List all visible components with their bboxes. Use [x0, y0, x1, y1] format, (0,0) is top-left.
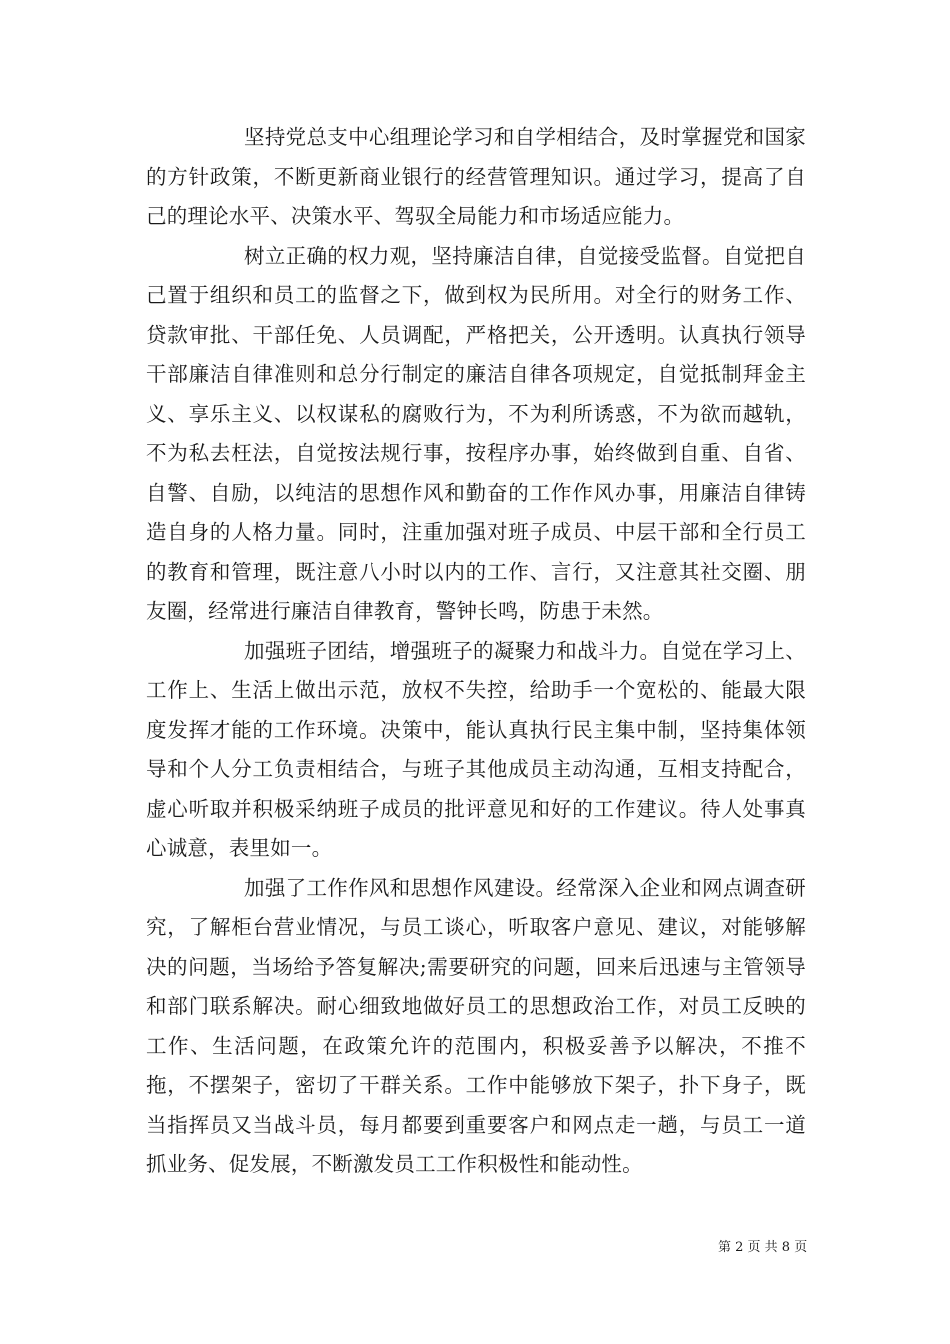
- page-number: 第 2 页 共 8 页: [718, 1240, 808, 1255]
- paragraph-integrity: 树立正确的权力观，坚持廉洁自律，自觉接受监督。自觉把自己置于组织和员工的监督之下，做到权为民所用。对全行的财务工作、贷款审批、干部任免、人员调配，严格把关，公开透明。认真执行领导干部廉洁自律准则和总分行制定的廉洁自律各项规定，自觉抵制拜金主义、享乐主义、以权谋私的腐败行为，不为利所诱惑，不为欲而越轨，不为私去枉法，自觉按法规行事，按程序办事，始终做到自重、自省、自警、自励，以纯洁的思想作风和勤奋的工作作风办事，用廉洁自律铸造自身的人格力量。同时，注重加强对班子成员、中层干部和全行员工的教育和管理，既注意八小时以内的工作、言行，又注意其社交圈、朋友圈，经常进行廉洁自律教育，警钟长鸣，防患于未然。: [146, 243, 806, 623]
- body-text: [146, 118, 806, 1185]
- paragraph-work-style: 加强了工作作风和思想作风建设。经常深入企业和网点调查研究，了解柜台营业情况，与员工谈心，听取客户意见、建议，对能够解决的问题，当场给予答复解决;需要研究的问题，回来后迅速与主管领导和部门联系解决。耐心细致地做好员工的思想政治工作，对员工反映的工作、生活问题，在政策允许的范围内，积极妥善予以解决，不推不拖，不摆架子，密切了干群关系。工作中能够放下架子，扑下身子，既当指挥员又当战斗员，每月都要到重要客户和网点走一趟，与员工一道抓业务、促发展，不断激发员工工作积极性和能动性。: [146, 875, 806, 1176]
- paragraph-team-unity: 加强班子团结，增强班子的凝聚力和战斗力。自觉在学习上、工作上、生活上做出示范，放权不失控，给助手一个宽松的、能最大限度发挥才能的工作环境。决策中，能认真执行民主集中制，坚持集体领导和个人分工负责相结合，与班子其他成员主动沟通，互相支持配合，虚心听取并积极采纳班子成员的批评意见和好的工作建议。待人处事真心诚意，表里如一。: [146, 638, 806, 860]
- paragraph-study: 坚持党总支中心组理论学习和自学相结合，及时掌握党和国家的方针政策，不断更新商业银行的经营管理知识。通过学习，提高了自己的理论水平、决策水平、驾驭全局能力和市场适应能力。: [146, 125, 806, 228]
